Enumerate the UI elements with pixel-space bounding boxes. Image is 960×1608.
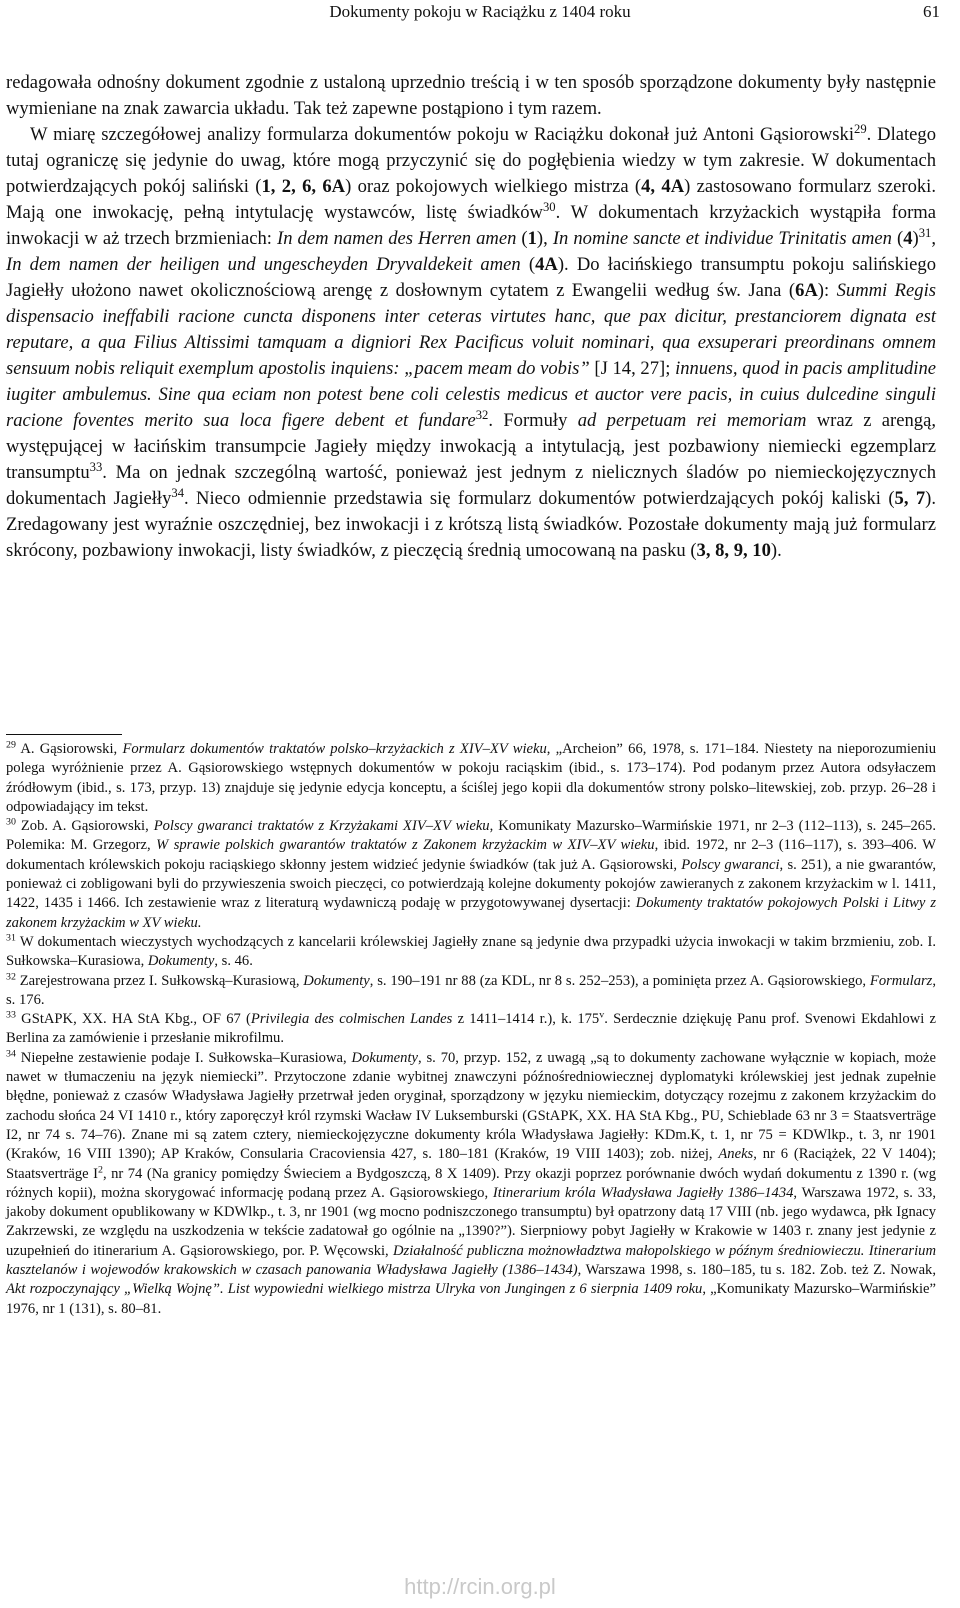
citation-title: Akt rozpoczynający „Wielką Wojnę”. List wypowiedni wielkiego mistrza Ulryka von Jungingen z 6 sierpnia 1409 roku xyxy=(6,1281,703,1298)
footnote-ref-29: 29 xyxy=(854,122,867,137)
document-numbers: 1, 2, 6, 6A xyxy=(261,176,346,197)
footnote-ref-32: 32 xyxy=(475,408,489,423)
citation-title: Formularz dokumentów traktatów polsko–krzyżackich z XIV–XV wieku xyxy=(122,741,547,757)
text-run: ). xyxy=(770,540,782,561)
text-run: . Dlatego tutaj ograniczę się jedynie do uwag, które mogą przyczynić się do pogłębienia wiedzy w tym zakresie. W dokumentach potwierdzających pokój saliński ( xyxy=(6,124,937,197)
text-run: W dokumentach wieczystych wychodzących z kancelarii królewskiej Jagiełły znane są jedynie dwa przypadki użycia inwokacji w takim brzmieniu, zob. I. Sułkowska–Kurasiowa, xyxy=(6,933,936,970)
watermark-url: http://rcin.org.pl xyxy=(404,1574,556,1599)
footnote-30 xyxy=(6,817,936,933)
superscript: 2 xyxy=(98,1164,103,1176)
text-run: , s. 70, przyp. 152, z uwagą „są to dokumenty zachowane wyłącznie w kopiach, może nawet w tłumaczeniu na język niemiecki”. Przytoczone zdanie wybitnej znawczyni późnośredniowiecznej dyplomatyki królewskiej jest jednak zupełnie błędne, ponieważ z czasów Władysława Jagiełły przetrwał jeden oryginał, sporządzony w języku niemieckim, dotyczący rozejmu z zakonem krzyżackim do zachodu słońca 24 VI 1410 r., który zaporęczył król rzymski Wacław IV Luksemburski (GStAPK, XX. HA StA Kbg., PU, Schieblade 63 nr 3 = Staatsverträge I2, nr 74 s. 74–76). Znane mi są zatem cztery, niemieckojęzyczne dokumenty króla Władysława Jagiełły: KDm.K, t. 1, nr 75 = KDWlkp., t. 3, nr 1901 (Kraków, 16 VIII 1390); AP Kraków, Consularia Cracoviensia 427, s. 180–181 (Kraków, 19 VIII 1403); zob. niżej, xyxy=(6,1049,936,1163)
text-run: , xyxy=(931,228,936,249)
text-run: redagowała odnośny dokument zgodnie z ustaloną uprzednio treścią i w ten sposób sporządzone dokumenty były następnie wymieniane na znak zawarcia układu. Tak też zapewne postąpiono i tym razem. xyxy=(6,72,936,119)
footnote-separator xyxy=(6,734,122,735)
text-run: W miarę szczegółowej analizy formularza dokumentów pokoju w Raciążku dokonał już Antoni Gąsiorowski xyxy=(30,124,854,145)
citation-title: Dokumenty xyxy=(303,972,370,989)
document-numbers: 4A xyxy=(535,254,558,275)
document-numbers: 4, 4A xyxy=(641,176,685,197)
footnote-32 xyxy=(6,972,936,1011)
text-run: ) oraz pokojowych wielkiego mistrza ( xyxy=(345,176,642,197)
document-numbers: 6A xyxy=(795,280,818,301)
text-run: , nr 74 (Na granicy pomiędzy Świeciem a Bydgoszczą, 8 X 1409). Przy okazji poprzez porównanie dwóch wydań dokumentu z 1390 r. (wg różnych kopii), można skorygować informację podaną przez A. Gąsiorowskiego, xyxy=(6,1165,937,1201)
text-run: wraz z arengą, występującej w łacińskim transumpcie Jagieły między inwokacją a intytulacją, jest pozbawiony niemiecki egzemplarz transumptu xyxy=(6,410,937,483)
text-run: [J 14, 27] xyxy=(589,358,666,379)
citation-title: Dokumenty xyxy=(147,953,215,970)
text-run: . Ma on jednak szczególną wartość, ponieważ jest jednym z nielicznych śladów po niemieckojęzycznych dokumentach Jagiełły xyxy=(6,462,936,509)
invocation-quote: In dem namen der heiligen und ungescheyden Dryvaldekeit amen xyxy=(6,254,521,275)
text-run: ( xyxy=(891,228,904,249)
citation-title: Polscy gwaranci traktatów z Krzyżakami XIV–XV wieku xyxy=(153,818,490,835)
text-run: Niepełne zestawienie podaje I. Sułkowska–Kurasiowa, xyxy=(15,1049,352,1066)
formula-quote: ad perpetuam rei memoriam xyxy=(577,410,807,431)
text-run: A. Gąsiorowski, xyxy=(15,741,123,757)
main-text xyxy=(6,70,936,564)
footnote-number: 29 xyxy=(6,739,16,751)
citation-title: Privilegia des colmischen Landes xyxy=(250,1011,453,1028)
arenga-quote: Summi Regis dispensacio ineffabili racione cuncta disponens inter ceteras virtutes hanc, que pax dicitur, prestanciorem dignata est reputare, a qua Filius Altissimi tamquam a digniori Rex Pacificus voluit nominari, qua exsuperari preordinans omnem sensuum nobis reliquit exemplum apostolis inquiens: „pacem meam do vobis” xyxy=(6,280,936,379)
text-run: , nr 6 (Raciążek, 22 V 1404); Staatsverträge I xyxy=(6,1146,936,1182)
invocation-quote: In dem namen des Herren amen xyxy=(277,228,517,249)
footnote-number: 31 xyxy=(6,932,16,944)
text-run: , „Archeion” 66, 1978, s. 171–184. Niestety na nieporozumieniu polega wyróżnienie przez A. Gąsiorowskiego wstępnych dokumentów w pokoju raciąskim (ibid., s. 173–174). Pod podanym przez Autora odsyłaczem źródłowym (ibid., s. 173, przyp. 13) znajduje się jedynie edycja konceptu, a ściślej jego kopii dla dokumentów strony polsko–litewskiej, zob. przyp. 26–28 i odpowiadający im tekst. xyxy=(6,741,936,815)
text-run: ) zastosowano formularz szeroki. Mają one inwokację, pełną intytulację wystawców, listę świadków xyxy=(6,176,936,223)
footnote-ref-34: 34 xyxy=(171,486,185,501)
footnote-number: 33 xyxy=(6,1009,16,1021)
citation-title: Polscy gwaranci xyxy=(681,856,780,873)
document-numbers: 1 xyxy=(527,228,537,249)
text-run: . Serdecznie dziękuję Panu prof. Svenowi Ekdahlowi z Berlina za zamówienie i przesłanie mikrofilmu. xyxy=(6,1011,936,1047)
page-header xyxy=(0,2,960,28)
text-run: , s. 176. xyxy=(6,972,936,1008)
invocation-quote: In nomine sancte et individue Trinitatis amen xyxy=(552,228,892,249)
arenga-quote: innuens, quod in pacis amplitudine iugiter ambulemus. Sine qua eciam non potest bene coli celestis medicus et auctor vere pacis, in cuius dulcedine singuli racione foventes merito sua loca figere debent et fundare xyxy=(6,358,936,431)
citation-title: Aneks xyxy=(718,1146,754,1163)
text-run: ( xyxy=(520,254,536,275)
text-run: . Formuły xyxy=(488,410,578,431)
document-numbers: 5, 7 xyxy=(894,488,926,509)
footnote-ref-33: 33 xyxy=(89,460,103,475)
verso-mark: v xyxy=(599,1009,605,1021)
text-run: ). Do łacińskiego transumptu pokoju salińskiego Jagiełły ułożono nawet okolicznościową arengę z dosłownym cytatem z Ewangelii według św. Jana ( xyxy=(6,254,936,301)
citation-title: Dokumenty traktatów pokojowych Polski i Litwy z zakonem krzyżackim w XV wieku. xyxy=(6,895,936,931)
citation-title: Itinerarium króla Władysława Jagiełły 1386–1434 xyxy=(492,1184,794,1201)
text-run: GStAPK, XX. HA StA Kbg., OF 67 ( xyxy=(15,1011,251,1028)
footnote-number: 30 xyxy=(6,816,16,828)
text-run: , ibid. 1972, nr 2–3 (116–117), s. 393–406. W dokumentach królewskich pokoju raciąskiego skłonny jestem widzieć jedynie świadków (tak już A. Gąsiorowski, xyxy=(6,837,937,873)
text-run: z 1411–1414 r.), k. 175 xyxy=(452,1011,600,1028)
text-run: ( xyxy=(516,228,528,249)
text-run: . W dokumentach krzyżackich wystąpiła forma inwokacji w aż trzech brzmieniach: xyxy=(6,202,936,249)
document-numbers: 3, 8, 9, 10 xyxy=(696,540,771,561)
text-run: Zob. A. Gąsiorowski, xyxy=(15,818,154,835)
text-run: , Warszawa 1972, s. 33, jakoby dokument opublikowany w KDWlkp., t. 3, nr 1901 (wg mocno podniszczonego transumptu) był opatrzony datą 17 VIII (nb. jego wydawca, płk Ignacy Zakrzewski, ze względu na uszkodzenia w tekście zadatował go ogólnie na „1390?”). Sierpniowy pobyt Jagiełły w Krakowie w 1403 r. znany jest jedynie z uzupełnień do itinerarium A. Gąsiorowskiego, por. P. Węcowski, xyxy=(6,1184,936,1259)
text-run: , s. 46. xyxy=(214,953,253,970)
footnote-ref-31: 31 xyxy=(918,226,932,241)
text-run: , Komunikaty Mazursko–Warmińskie 1971, nr 2–3 (112–113), s. 245–265. Polemika: M. Grzegorz, xyxy=(6,818,936,854)
paragraph-2 xyxy=(6,122,936,564)
footnote-29 xyxy=(6,740,936,817)
citation-title: Dokumenty xyxy=(351,1049,418,1066)
text-run: ), xyxy=(536,228,553,249)
footnote-number: 34 xyxy=(6,1048,16,1060)
text-run: . Nieco odmiennie przedstawia się formularz dokumentów potwierdzających pokój kaliski ( xyxy=(184,488,895,509)
paragraph-1 xyxy=(6,70,936,122)
citation-title: Działalność publiczna możnowładztwa małopolskiego w późnym średniowieczu. Itinerarium kasztelanów i wojewodów krakowskich w czasach panowania Władysława Jagiełły (1386–1434) xyxy=(6,1242,936,1279)
document-numbers: 4 xyxy=(903,228,913,249)
running-title: Dokumenty pokoju w Raciążku z 1404 roku xyxy=(329,2,631,21)
text-run: , Warszawa 1998, s. 180–185, tu s. 182. Zob. też Z. Nowak, xyxy=(577,1262,936,1279)
footnote-number: 32 xyxy=(6,971,16,983)
text-run: , s. 251), a nie gwarantów, ponieważ ci zobligowani byli do przywieszenia swoich pieczęci, co potwierdzają kolejne dokumenty pokojów zawieranych z zakonem krzyżackim w l. 1411, 1422, 1435 i 1466. Ich zestawienie wraz z literaturą wydawniczą podaję w przygotowywanej dysertacji: xyxy=(6,856,936,912)
footnote-34 xyxy=(6,1049,936,1319)
text-run: ). Zredagowany jest wyraźnie oszczędniej, bez inwokacji i z krótszą listą świadków. Pozostałe dokumenty mają już formularz skrócony, pozbawiony inwokacji, listy świadków, z pieczęcią średnią umocowaną na pasku ( xyxy=(6,488,936,561)
text-run: Zarejestrowana przez I. Sułkowską–Kurasiową, xyxy=(15,972,304,989)
text-run: , „Komunikaty Mazursko–Warmińskie” 1976, nr 1 (131), s. 80–81. xyxy=(6,1281,936,1317)
text-run: ): xyxy=(817,280,837,301)
citation-title: W sprawie polskich gwarantów traktatów z Zakonem krzyżackim w XIV–XV wieku xyxy=(156,837,655,854)
text-run: , s. 190–191 nr 88 (za KDL, nr 8 s. 252–253), a pominięta przez A. Gąsiorowskiego, xyxy=(369,972,870,989)
page-number: 61 xyxy=(923,2,940,21)
footnotes xyxy=(6,740,936,1319)
citation-title: Formularz xyxy=(869,972,933,989)
footnote-ref-30: 30 xyxy=(542,200,556,215)
footnote-31 xyxy=(6,933,936,972)
text-run: ; xyxy=(665,358,676,379)
text-run: ) xyxy=(912,228,919,249)
footnote-33 xyxy=(6,1010,936,1049)
